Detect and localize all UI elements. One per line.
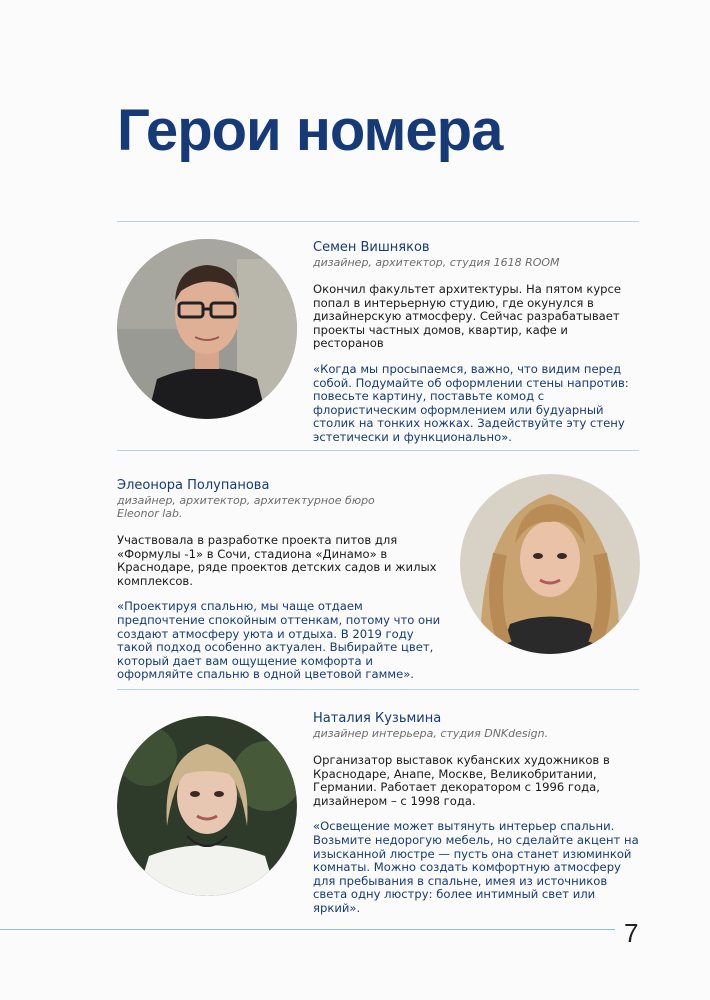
hero-bio: Организатор выставок кубанских художников в Краснодаре, Анапе, Москве, Великобритании, Германии. Работает декоратором с 1996 года, дизайнером – с 1998 года.: [313, 753, 610, 808]
footer-rule: [0, 929, 615, 930]
hero-name: Семен Вишняков: [313, 240, 430, 255]
hero-quote: «Освещение может вытянуть интерьер спальни. Возьмите недорогую мебель, но сделайте акцент на изысканной люстре — пусть она станет изюминкой комнаты. Можно создать комфортную атмосферу для пребывания в спальне, имея из источников света одну люстру: более интимный свет или яркий».: [313, 819, 639, 915]
hero-name: Элеонора Полупанова: [117, 478, 270, 493]
hero-quote: «Проектируя спальню, мы чаще отдаем предпочтение спокойным оттенкам, потому что они создают атмосферу уюта и отдыха. В 2019 году такой подход особенно актуален. Выбирайте цвет, который дает вам ощущение комфорта и оформляйте спальню в одной цветовой гамме».: [117, 599, 441, 682]
hero-card: [313, 240, 639, 445]
portrait-eleonora-polupanova: [460, 474, 640, 654]
hero-bio: Участвовала в разработке проекта питов для «Формулы -1» в Сочи, стадиона «Динамо» в Краснодаре, ряде проектов детских садов и жилых комплексов.: [117, 533, 437, 588]
hero-role: дизайнер, архитектор, студия 1618 ROOM: [313, 256, 560, 269]
section-divider: [117, 221, 639, 222]
hero-card: [117, 478, 447, 682]
hero-role: дизайнер интерьера, студия DNKdesign.: [313, 727, 549, 740]
hero-card: [313, 711, 639, 916]
hero-role: дизайнер, архитектор, архитектурное бюро Eleonor lab.: [117, 494, 375, 520]
page-number: 7: [624, 918, 639, 948]
page-title: Герои номера: [117, 98, 503, 163]
hero-quote: «Когда мы просыпаемся, важно, что видим перед собой. Подумайте об оформлении стены напротив: повесьте картину, поставьте комод с флористическим оформлением или будуарный столик на тонких ножках. Задействуйте эту стену эстетически и функционально».: [313, 361, 629, 444]
portrait-nataliya-kuzmina: [117, 716, 297, 896]
hero-name: Наталия Кузьмина: [313, 711, 442, 726]
portrait-semen-vishnyakov: [117, 239, 297, 419]
section-divider: [117, 450, 639, 451]
section-divider: [117, 689, 639, 690]
hero-bio: Окончил факультет архитектуры. На пятом курсе попал в интерьерную студию, где окунулся в дизайнерскую атмосферу. Сейчас разрабатывает проекты частных домов, квартир, кафе и ресторанов: [313, 282, 622, 351]
